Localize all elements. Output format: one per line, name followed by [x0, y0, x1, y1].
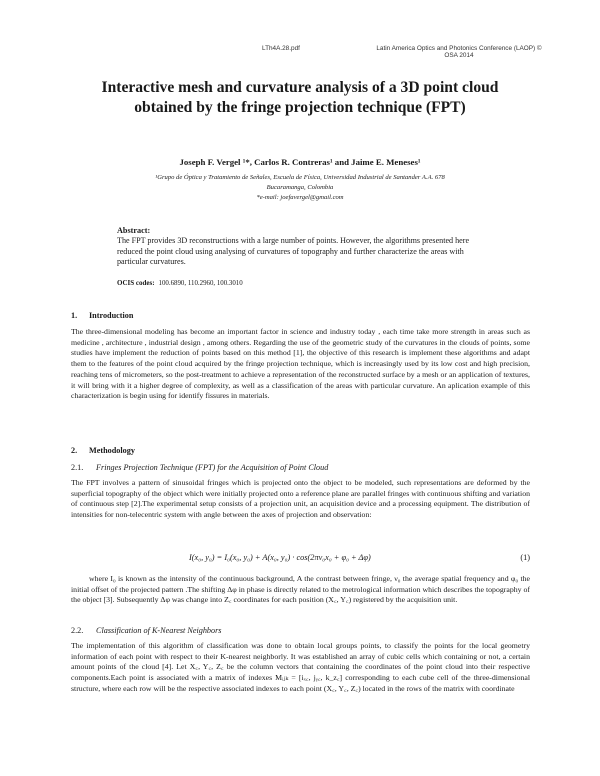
affiliation-line-2: Bucaramanga, Colombia [266, 183, 334, 191]
section-heading-introduction [71, 311, 133, 320]
subsection-heading-knn [71, 626, 221, 635]
fpt-paragraph: The FPT involves a pattern of sinusoidal fringes which is projected onto the object to be modeled, such representations are deformed by the superficial topography of the object which were initially projected onto a reference plane are parallel fringes with continuous shifting and variation of continuous step [2].The experimental setup consists of a projection unit, an acquisition device and a processing equipment. The distribution of intensities for non-telecentric system with angle between the axes of projection and observation: [71, 478, 530, 520]
section-number: 1. [71, 311, 78, 320]
subsection-title: Fringes Projection Technique (FPT) for the Acquisition of Point Cloud [96, 463, 329, 472]
subsection-number: 2.1. [71, 463, 84, 472]
section-number: 2. [71, 446, 78, 455]
paper-title: Interactive mesh and curvature analysis of a 3D point cloud obtained by the fringe projection technique (FPT) [101, 79, 499, 116]
section-title: Methodology [89, 446, 135, 455]
conference-header [369, 45, 549, 60]
ocis-values: 100.6890, 110.2960, 100.3010 [158, 280, 243, 287]
abstract-text: The FPT provides 3D reconstructions with a large number of points. However, the algorithms presented here reduced the point cloud using analysing of curvatures of topography and further characterize the areas with particular curvatures. [117, 236, 470, 267]
subsection-title: Classification of K-Nearest Neighbors [96, 626, 222, 635]
ocis-label: OCIS codes: [117, 279, 155, 287]
ocis-codes [117, 279, 489, 287]
affiliation-line-1: ¹Grupo de Óptica y Tratamiento de Señales, Escuela de Física, Universidad Industrial de Santander A.A. 678 [155, 174, 445, 181]
affiliation [90, 173, 510, 202]
publisher-year: OSA 2014 [444, 52, 474, 60]
section-heading-methodology [71, 446, 135, 455]
equation-expression: I(x₀, y₀) = I₀(x₀, y₀) + A(x₀, y₀) · cos(2πν₀x₀ + φ₀ + Δφ) [189, 553, 371, 562]
abstract [117, 226, 489, 268]
abstract-heading: Abstract: [117, 226, 151, 235]
introduction-paragraph: The three-dimensional modeling has become an important factor in science and industry today , each time take more strength in areas such as medicine , architecture , industrial design , among others. Regarding the use of the geometric study of the curvatures in the clouds of points, some studies have implement the reduction of points based on this method [1], the objective of this research is implement these algorithms and adapt them to the features of the point cloud acquired by the fringe projection technique, which is increasingly used by its low cost and high precision, reaching tens of micrometers, so the post-treatment to achieve a representation of the reconstructed surface by a mesh or an application of textures, it will bring with it a higher degree of complexity, as well as a classification of the areas with particular curvature. An aplication example of this characterization is begin using for identify fissures in materials. [71, 327, 530, 401]
file-id: LTh4A.28.pdf [262, 45, 300, 52]
author-list: Joseph F. Vergel ¹*, Carlos R. Contreras¹ and Jaime E. Meneses¹ [179, 157, 421, 167]
subsection-heading-fpt [71, 463, 328, 472]
subsection-number: 2.2. [71, 626, 84, 635]
equation-1 [71, 553, 530, 565]
conference-name: Latin America Optics and Photonics Conference (LAOP) © [376, 45, 542, 52]
fpt-paragraph-after-equation: where I₀ is known as the intensity of the continuous background, A the contrast between fringe, ν₀ the average spatial frequency and φ₀ the initial offset of the projected pattern .The shifting Δφ in phase is directly related to the metrological information which describes the topography of the object [3]. Subsequently Δφ was change into Z꜀ coordinates for each position (X꜀, Y꜀) registered by the acquisition unit. [71, 574, 530, 605]
section-title: Introduction [89, 311, 134, 320]
author-email: *e-mail: joefavergel@gmail.com [256, 193, 344, 201]
equation-number: (1) [520, 553, 530, 562]
knn-paragraph: The implementation of this algorithm of classification was done to obtain local groups points, to classify the points for the local geometry information of each point with respect to their K-nearest neighborly. It was established an array of cubic cells which containing or not, a certain amount points of the cloud [4]. Let X꜀, Y꜀, Z꜀ be the column vectors that containing the coordinates of the point cloud into their respective components.Each point is associated with a matrix of indexes Mᵢⱼₖ = [iₓ꜀, jᵧ꜀, k_z꜀] corresponding to each cube cell of the three-dimensional structure, where each row will be the respective associated indexes to each point (X꜀, Y꜀, Z꜀) located in the rows of the matrix with coordinate [71, 641, 530, 693]
